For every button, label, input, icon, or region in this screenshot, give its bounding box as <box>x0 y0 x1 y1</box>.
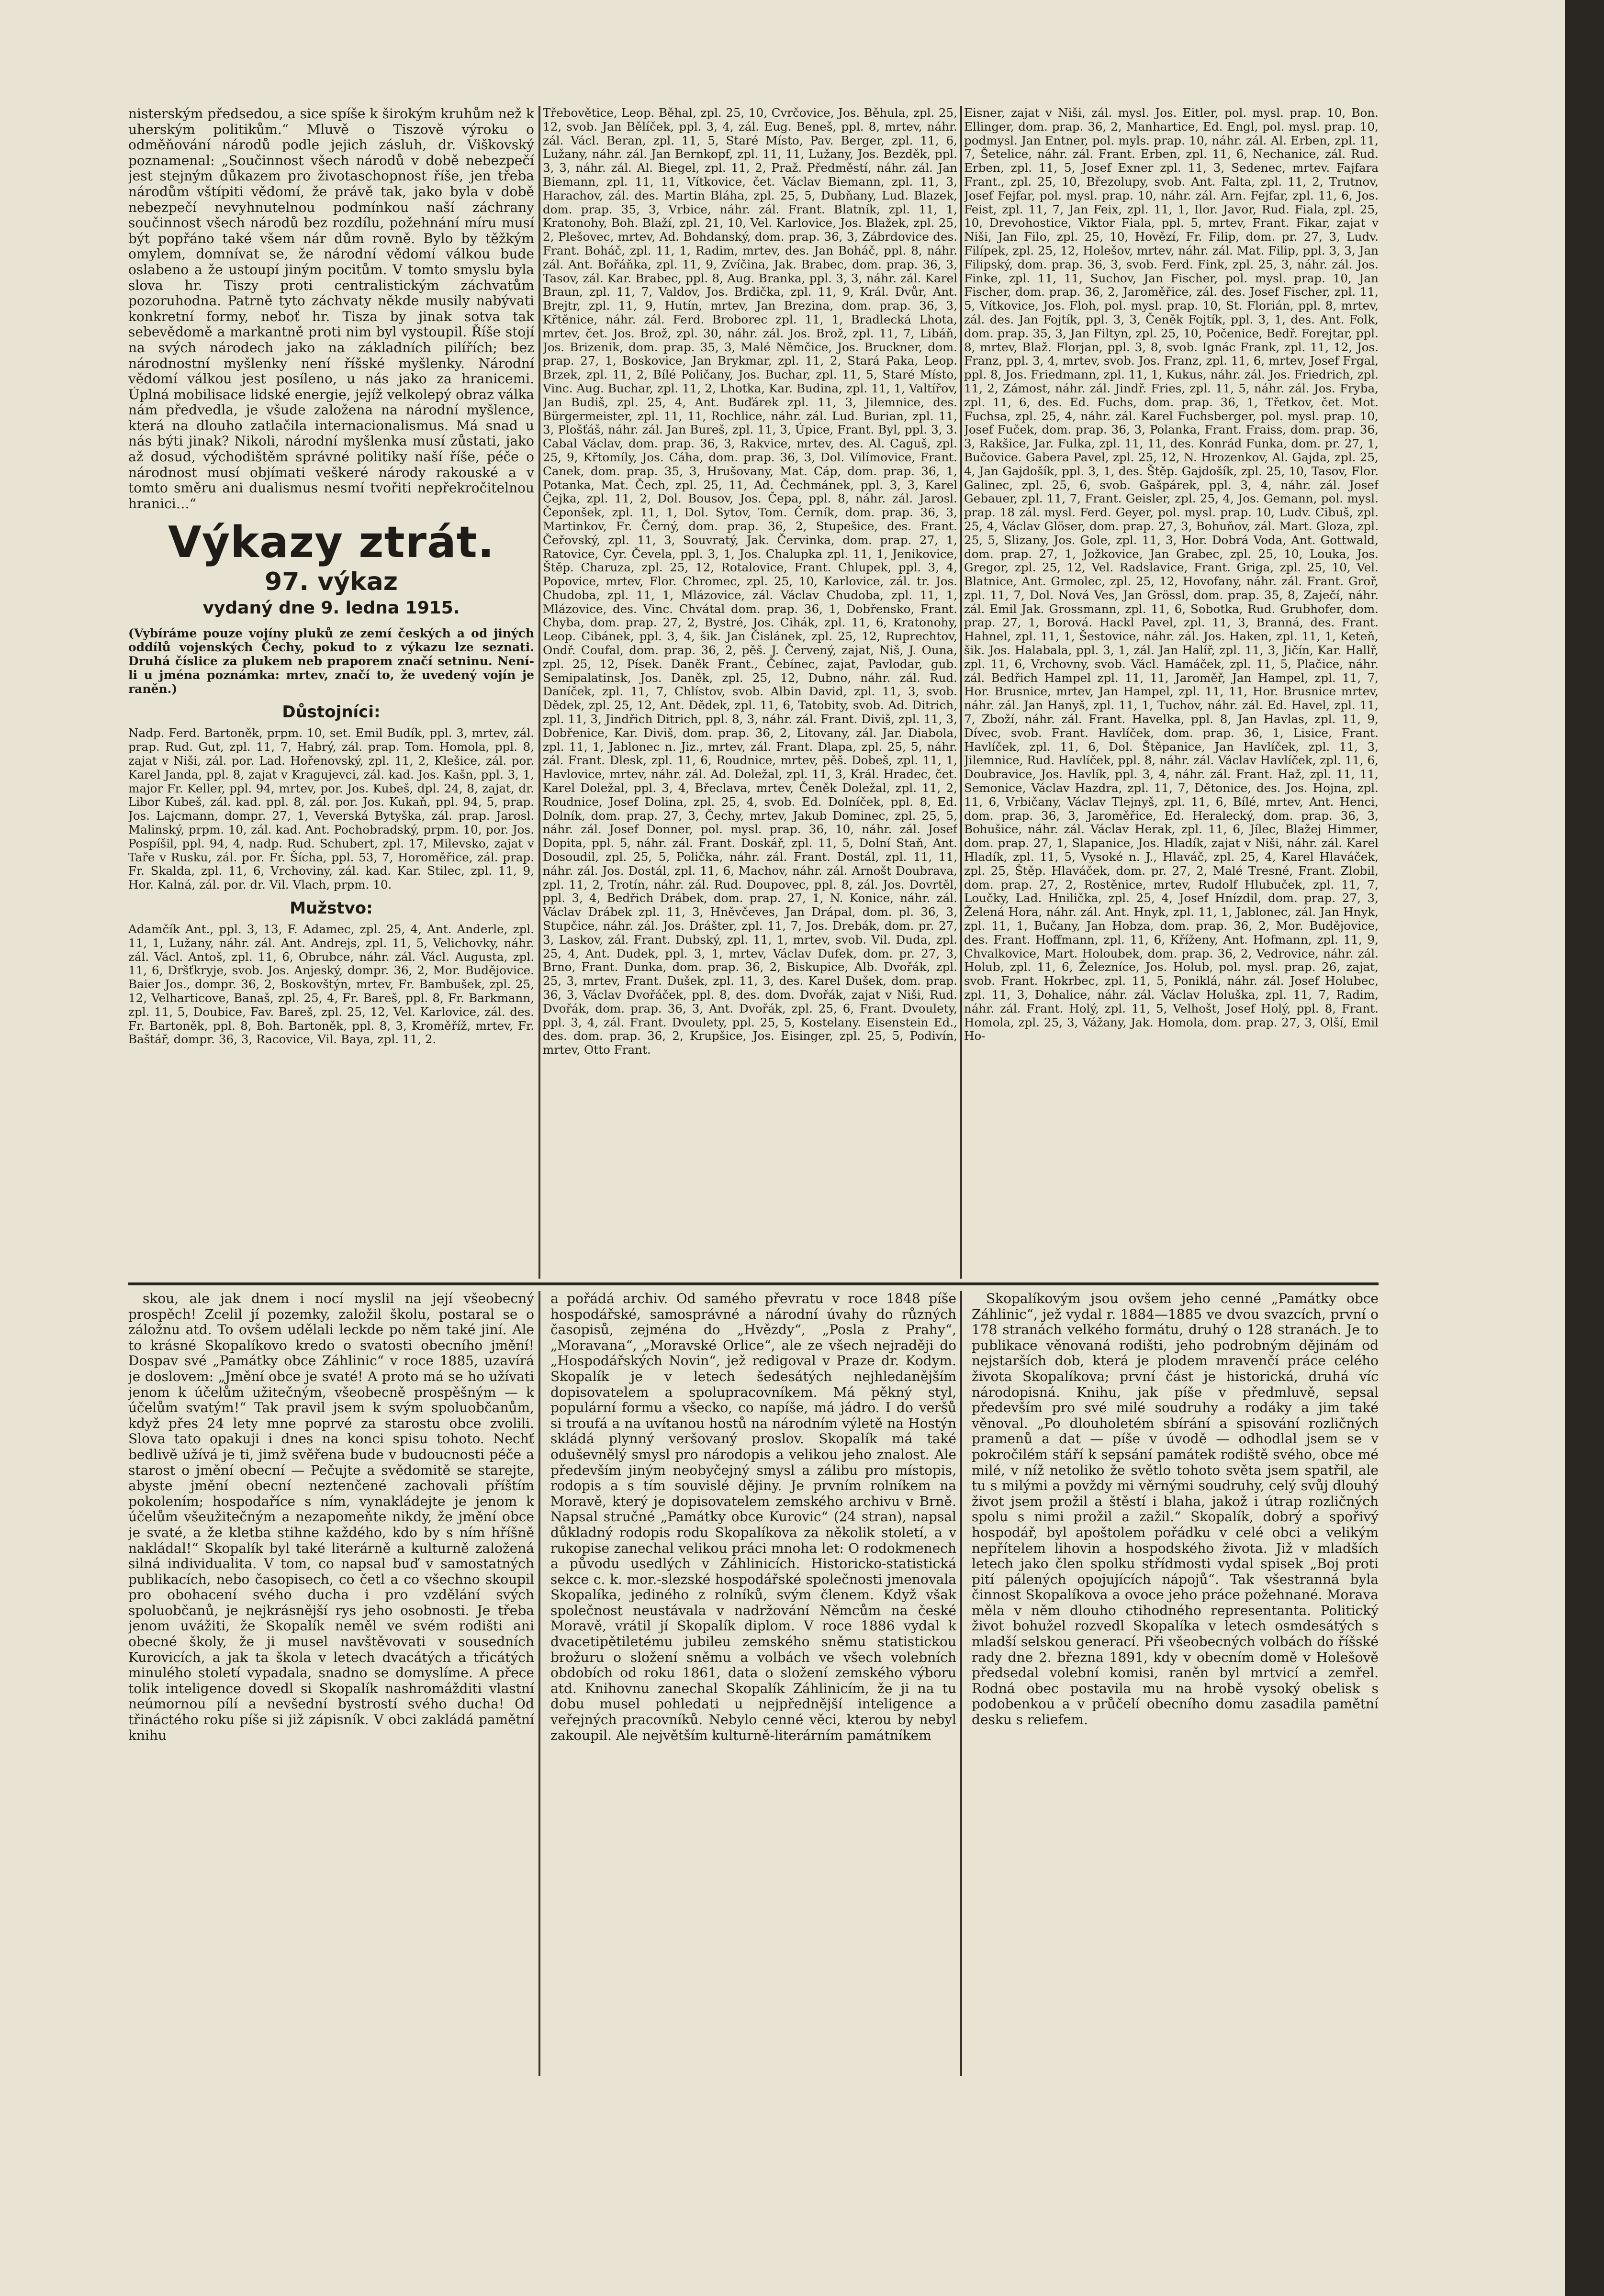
section-divider <box>128 1282 1379 1285</box>
article-text-1: skou, ale jak dnem i nocí myslil na její všeobecný prospěch! Zcelil jí pozemky, založil školu, postaral se o záložnu atd. To ovšem udělali leckde po něm také jiní. Ale to krásné Skopalíkovo kredo o svatosti obecního jmění! Dospav své „Památky obce Záhlinic“ v roce 1885, uzavírá je doslovem: „Jmění obce je svaté! A proto má se ho užívati jenom k účelům užitečným, všeobecně prospěšným — k účelům svatým!“ Tak pravil jsem k svým spoluobčanům, když přes 24 lety mne poprvé za starostu obce zvolili. Slova tato opakuji i dnes na konci spisu tohoto. Nechť bedlivě užívá je ti, jimž svěřena bude v budoucnosti péče a starost o jmění obecní — Pečujte a svědomitě se starejte, abyste jmění obecní neztenčené zachovali příštím pokolením; hospodaříce s ním, vynakládejte je jenom k účelům všeužitečným a nezapomeňte nikdy, že jmění obce je svaté, a že kletba stihne každého, kdo by s ním hříšně nakládal!“ Skopalík byl také literárně a kulturně založená silná individualita. V tom, co napsal buď v samostatných publikacích, nebo časopisech, co četl a co všechno skoupil pro obohacení svého ducha i pro vzdělání svých spoluobčanů, je nejkrásnější rys jeho osobnosti. Je třeba jenom uvážiti, že Skopalík neměl ve svém rodišti ani obecné školy, že ji musel navštěvovati v sousedních Kurovicích, a jak ta škola v letech dvacátých a třicátých minulého století vypadala, snadno se domyslíme. A přece tolik inteligence dovedl si Skopalík nashromážditi vlastní neúmornou pílí a nevšední bystrostí svého ducha! Od třináctého roku píše si již zápisník. V obci zakládá pamětní knihu <box>128 1291 534 1743</box>
men-heading: Mužstvo: <box>290 899 373 918</box>
casualty-list-middle: Třebovětice, Leop. Běhal, zpl. 25, 10, Cvrčovice, Jos. Běhula, zpl. 25, 12, svob. Jan Bělíček, ppl. 3, 4, zál. Eug. Beneš, ppl. 8, mrtev, náhr. zál. Václ. Beran, zpl. 11, 5, Staré Místo, Pav. Berger, zpl. 11, 6, Lužany, náhr. zál. Jan Bernkopf, zpl. 11, 11, Lužany, Jos. Bezděk, ppl. 3, 3, náhr. zál. Al. Biegel, zpl. 11, 2, Praž. Předměstí, náhr. zál. Jan Biemann, zpl. 11, 11, Vítkovice, čet. Václav Biemann, zpl. 11, 3, Harachov, zál. des. Martin Bláha, zpl. 25, 5, Dubňany, Lud. Blazek, dom. prap. 35, 3, Vrbice, náhr. zál. Frant. Blatník, zpl. 11, 1, Kratonohy, Boh. Blaží, zpl. 21, 10, Vel. Karlovice, Jos. Blažek, zpl. 25, 2, Plešovec, mrtev, Ad. Bohdanský, dom. prap. 36, 3, Zábrdovice des. Frant. Boháč, zpl. 11, 1, Radim, mrtev, des. Jan Boháč, ppl. 8, náhr. zál. Ant. Bořáňka, zpl. 11, 9, Zvíčina, Jak. Brabec, dom. prap. 36, 3, Tasov, zál. Kar. Brabec, ppl. 8, Aug. Branka, ppl. 3, 3, náhr. zál. Karel Braun, zpl. 11, 7, Valdov, Jos. Brdička, zpl. 11, 9, Král. Dvůr, Ant. Brejtr, zpl. 11, 9, Hutín, mrtev, Jan Brezina, dom. prap. 36, 3, Křtěnice, náhr. zál. Ferd. Broborec zpl. 11, 1, Bradlecká Lhota, mrtev, čet. Jos. Brož, zpl. 30, náhr. zál. Jos. Brož, zpl. 11, 7, Libáň, Jos. Brizenik, dom. prap. 35, 3, Malé Němčice, Jos. Bruckner, dom. prap. 27, 1, Boskovice, Jan Brykmar, zpl. 11, 2, Stará Paka, Leop. Brzek, zpl. 11, 2, Bílé Poličany, Jos. Buchar, zpl. 11, 5, Staré Místo, Vinc. Aug. Buchar, zpl. 11, 2, Lhotka, Kar. Budina, zpl. 11, 1, Valtířov, Jan Budiš, zpl. 25, 4, Ant. Buďárek zpl. 11, 3, Jilemnice, des. Bürgermeister, zpl. 11, 11, Rochlice, náhr. zál. Lud. Burian, zpl. 11, 3, Plošťáš, náhr. zál. Jan Bureš, zpl. 11, 3, Úpice, Frant. Byl, ppl. 3, 3. Cabal Václav, dom. prap. 36, 3, Rakvice, mrtev, des. Al. Caguš, zpl. 25, 9, Křtomíly, Jos. Cáha, dom. prap. 36, 3, Dol. Vilímovice, Frant. Canek, dom. prap. 35, 3, Hrušovany, Mat. Cáp, dom. prap. 36, 1, Potanka, Mat. Čech, zpl. 25, 11, Ad. Čechmánek, ppl. 3, 3, Karel Čejka, zpl. 11, 2, Dol. Bousov, Jos. Čepa, ppl. 8, náhr. zál. Jarosl. Čeponšek, zpl. 11, 1, Dol. Sytov, Tom. Černík, dom. prap. 36, 3, Martinkov, Fr. Černý, dom. prap. 36, 2, Stupešice, des. Frant. Čeřovský, zpl. 11, 3, Souvratý, Jak. Červinka, dom. prap. 27, 1, Ratovice, Cyr. Čevela, ppl. 3, 1, Jos. Chalupka zpl. 11, 1, Jenikovice, Štěp. Charuza, zpl. 25, 12, Rotalovice, Frant. Chlupek, ppl. 3, 4, Popovice, mrtev, Flor. Chromec, zpl. 25, 10, Karlovice, zál. tr. Jos. Chudoba, zpl. 11, 1, Mlázovice, zál. Václav Chudoba, zpl. 11, 1, Mlázovice, des. Vinc. Chvátal dom. prap. 36, 1, Dobřensko, Frant. Chyba, dom. prap. 27, 2, Bystré, Jos. Cihák, zpl. 11, 6, Kratonohy, Leop. Cibánek, ppl. 3, 4, šik. Jan Čislánek, zpl. 25, 12, Ruprechtov, Ondř. Coufal, dom. prap. 36, 2, pěš. J. Červený, zajat, Niš, J. Ouna, zpl. 25, 12, Písek. Daněk Frant., Čebínec, zajat, Pavlodar, gub. Semipalatinsk, Jos. Daněk, zpl. 25, 12, Dubno, náhr. zál. Rud. Daníček, zpl. 11, 7, Chlístov, svob. Albin David, zpl. 11, 3, svob. Dědek, zpl. 25, 12, Ant. Dědek, zpl. 11, 6, Tatobity, svob. Ad. Ditrich, zpl. 11, 3, Jindřich Ditrich, ppl. 8, 3, náhr. zál. Frant. Diviš, zpl. 11, 3, Dobřenice, Kar. Diviš, dom. prap. 36, 2, Litovany, zál. Jar. Diabola, zpl. 11, 1, Jablonec n. Jiz., mrtev, zál. Frant. Dlapa, zpl. 25, 5, náhr. zál. Frant. Dlesk, zpl. 11, 6, Roudnice, mrtev, pěš. Dobeš, zpl. 11, 1, Havlovice, mrtev, náhr. zál. Ad. Doležal, zpl. 11, 3, Král. Hradec, čet. Karel Doležal, ppl. 3, 4, Břeclava, mrtev, Čeněk Doležal, zpl. 11, 2, Roudnice, Josef Dolina, zpl. 25, 4, svob. Ed. Dolníček, ppl. 8, Ed. Dolník, dom. prap. 27, 3, Čechy, mrtev, Jakub Dominec, zpl. 25, 5, náhr. zál. Josef Donner, pol. mysl. prap. 36, 10, náhr. zál. Josef Dopita, ppl. 5, náhr. zál. Frant. Doskář, zpl. 11, 5, Dolní Staň, Ant. Dosoudil, zpl. 25, 5, Polička, náhr. zál. Frant. Dostál, zpl. 11, 11, náhr. zál. Jos. Dostál, zpl. 11, 6, Machov, náhr. zál. Arnošt Doubrava, zpl. 11, 2, Trotín, náhr. zál. Rud. Doupovec, ppl. 8, zál. Jos. Dovrtěl, ppl. 3, 4, Bedřich Drábek, dom. prap. 27, 1, N. Konice, náhr. zál. Václav Drábek zpl. 11, 3, Hněvčeves, Jan Drápal, dom. pl. 36, 3, Stupčice, náhr. zál. Jos. Drášter, zpl. 11, 7, Jos. Drebák, dom. pr. 27, 3, Laskov, zál. Frant. Dubský, zpl. 11, 1, mrtev, svob. Vil. Duda, zpl. 25, 4, Ant. Dudek, ppl. 3, 1, mrtev, Václav Dufek, dom. pr. 27, 3, Brno, Frant. Dunka, dom. prap. 36, 2, Biskupice, Alb. Dvořák, zpl. 25, 3, mrtev, Frant. Dušek, zpl. 11, 3, des. Karel Dušek, dom. prap. 36, 3, Václav Dvořáček, ppl. 8, des. dom. Dvořák, zajat v Niši, Rud. Dvořák, dom. prap. 36, 3, Ant. Dvořák, zpl. 25, 6, Frant. Dvoulety, ppl. 3, 4, zál. Frant. Dvoulety, ppl. 25, 5, Kostelany. Eisenstein Ed., des. dom. prap. 36, 2, Krupšice, Jos. Eisinger, zpl. 25, 5, Podivín, mrtev, Otto Frant. <box>543 106 957 1057</box>
casualty-list-date: vydaný dne 9. ledna 1915. <box>202 598 460 618</box>
article-text-2: a pořádá archiv. Od samého převratu v roce 1848 píše hospodářské, samosprávné a národní úvahy do různých časopisů, zejména do „Hvězdy“, „Posla z Prahy“, „Moravana“, „Moravské Orlice“, ale ze všech nejraději do „Hospodářských Novin“, jež redigoval v Praze dr. Kodym. Skopalík je v letech šedesátých nejhledanějším dopisovatelem a spolupracovníkem. Má pěkný styl, populární formu a všecko, co napíše, má jádro. I do veršů si troufá a na uvítanou hostů na národním výletě na Hostýn skládá plynný veršovaný proslov. Skopalík má také oduševnělý smysl pro národopis a velikou jeho znalost. Ale především jiným neobyčejný smysl a zálibu pro místopis, rodopis a s tím souvislé dějiny. Je prvním rolníkem na Moravě, který je dopisovatelem zemského archivu v Brně. Napsal stručné „Památky obce Kurovic“ (24 stran), napsal důkladný rodopis rodu Skopalíkova za několik století, a v rukopise zanechal velikou práci mnoha let: O rodokmenech a původu usedlých v Záhlinicích. Historicko-statistická sekce c. k. mor.-slezské hospodářské společnosti jmenovala Skopalíka, jediného z rolníků, svým členem. Když však společnost neustávala v nadržování Němcům na české Moravě, vrátil jí Skopalík diplom. V roce 1886 vydal k dvacetipětiletému jubileu zemského sněmu statistickou brožuru o složení sněmu a volbách ve všech volebních obdobích od roku 1861, data o složení zemského výboru atd. Knihovnu zanechal Skopalík Záhlinicím, že ji na tu dobu musel pohledati u nejpřednější inteligence a veřejných pracovníků. Nebylo cenné věci, kterou by nebyl zakoupil. Ale největším kulturně-literárním památníkem <box>550 1291 956 1743</box>
column-divider-2 <box>960 106 962 1279</box>
article-continuation: nisterským předsedou, a sice spíše k širokým kruhům než k uherským politikům.“ Mluvě o Tiszově výroku o odměňování národů podle jejich zásluh, dr. Viškovský poznamenal: „Součinnost všech národů v době nebezpečí jest stejným důkazem pro životaschopnost říše, jen třeba národům vštípiti vědomí, že právě tak, jako byla v době nebezpečí nevyhnutelnou podmínkou naší záchrany součinnost všech národů bez rozdílu, požehnání míru musí být popřáno také všem nár dům rovně. Bylo by těžkým omylem, domnívat se, že národní vědomí válkou bude oslabeno a že ustoupí jiným pocitům. V tomto smyslu byla slova hr. Tiszy proti centralistickým záchvatům pozoruhodna. Patrně tyto záchvaty někde musily nabývati konkretní formy, neboť hr. Tisza by jinak sotva tak sebevědomě a markantně proti nim byl vystoupil. Říše stojí na svých národech jako na základních pilířích; bez národnostní myšlenky není říšské myšlenky. Národní vědomí válkou jest posíleno, u nás jako za hranicemi. Úplná mobilisace lidské energie, jejíž velkolepý obraz válka nám předvedla, je všude založena na národní myšlence, která na dlouho zatlačila internacionalismus. Má snad u nás býti jinak? Nikoli, národní myšlenka musí zůstati, jako až dosud, východištěm správné politiky naší říše, péče o národnost musí objímati veškeré národy rakouské a v tomto směru ani dualismus nesmí tvořiti nepřekročitelnou hranici…“ <box>128 106 534 512</box>
column-divider-1 <box>538 106 540 1279</box>
officers-list: Nadp. Ferd. Bartoněk, prpm. 10, set. Emil Budík, ppl. 3, mrtev, zál. prap. Rud. Gut, zpl. 11, 7, Habrý, zál. prap. Tom. Homola, ppl. 8, zajat v Niši, zál. por. Lad. Hořenovský, zpl. 11, 2, Klešice, zál. por. Karel Janda, ppl. 8, zajat v Kragujevci, zál. kad. Jos. Kašn, ppl. 3, 1, major Fr. Keller, ppl. 94, mrtev, por. Jos. Kubeš, dpl. 24, 8, zajat, dr. Libor Kubeš, zál. kad. ppl. 8, zál. por. Jos. Kukaň, ppl. 94, 5, prap. Jos. Lajcmann, dompr. 27, 1, Veverská Bytyška, zál. prap. Jarosl. Malinský, prpm. 10, zál. kad. Ant. Pochobradský, prpm. 10, por. Jos. Pospíšil, ppl. 94, 4, nadp. Rud. Schubert, zpl. 17, Milevsko, zajat v Taře v Rusku, zál. por. Fr. Šícha, ppl. 53, 7, Horoměřice, zál. prap. Fr. Skalda, zpl. 11, 6, Vrchoviny, zál. kad. Kar. Stilec, zpl. 11, 9, Hor. Kalná, zál. por. dr. Vil. Vlach, prpm. 10. <box>128 726 534 892</box>
article-divider-2 <box>960 1291 962 2076</box>
officers-heading: Důstojníci: <box>282 702 381 722</box>
article-text-3: Skopalíkovým jsou ovšem jeho cenné „Památky obce Záhlinic“, jež vydal r. 1884—1885 ve dvou svazcích, první o 178 stranách velkého formátu, druhý o 128 stranách. Je to publikace věnovaná rodišti, jeho podrobným dějinám od nejstarších dob, která je plodem mravenčí práce celého života Skopalíkova; první část je historická, druhá víc národopisná. Knihu, jak píše v předmluvě, sepsal především pro své milé soudruhy a rodáky a jim také věnoval. „Po dlouholetém sbírání a spisování rozličných pramenů a dat — píše v úvodě — odhodlal jsem se v pokročilém stáří k sepsání památek rodiště svého, obce mé milé, v níž netoliko že světlo tohoto světa jsem spatřil, ale tu s milými a povždy mi věrnými soudruhy, celý svůj dlouhý život jsem prožil a štěstí i blaha, jakož i útrap rozličných spolu s nimi prožil a zažil.“ Skopalík, dobrý a spořivý hospodář, byl apoštolem pořádku v celé obci a velikým nepřítelem lihovin a hospodského života. Již v mladších letech jako člen spolku střídmosti vydal spisek „Boj proti pití pálených opojujících nápojů“. Tak všestranná byla činnost Skopalíkova a ovoce jeho práce požehnané. Morava měla v něm dlouho ctihodného representanta. Politický život bohužel rozvedl Skopalíka v letech osmdesátých s mladší selskou generací. Při všeobecných volbách do říšské rady dne 2. března 1891, kdy v obecním domě v Holešově předsedal volební komisi, raněn byl mrtvicí a zemřel. Rodná obec postavila mu na hrobě vysoký obelisk s podobenkou a v průčelí obecního domu zasadila pamětní desku s reliefem. <box>972 1291 1379 1728</box>
article-column-2 <box>550 1291 956 2076</box>
column-left <box>128 106 534 1279</box>
column-right <box>964 106 1379 1279</box>
column-middle <box>543 106 957 1279</box>
article-column-3 <box>972 1291 1379 2076</box>
casualty-list-note: (Vybíráme pouze vojíny pluků ze zemí českých a od jiných oddílů vojenských Čechy, pokud to z výkazu lze seznati. Druhá číslice za plukem neb praporem značí setninu. Není-li u jména poznámka: mrtev, značí to, že uvedený vojín je raněn.) <box>128 626 534 696</box>
binding-edge <box>1565 0 1604 2296</box>
casualty-list-right: Eisner, zajat v Niši, zál. mysl. Jos. Eitler, pol. mysl. prap. 10, Bon. Ellinger, dom. prap. 36, 2, Manhartice, Ed. Engl, pol. mysl. prap. 10, podmysl. Jan Entner, pol. myls. prap. 10, náhr. zál. Al. Erben, zpl. 11, 7, Šetelice, náhr. zál. Frant. Erben, zpl. 11, 6, Nechanice, zál. Rud. Erben, zpl. 11, 5, Josef Exner zpl. 11, 3, Sedenec, mrtev. Fajfara Frant., zpl. 25, 10, Březolupy, svob. Ant. Falta, zpl. 11, 2, Trutnov, Josef Fejfar, pol. mysl. prap. 10, náhr. zál. Arn. Fejfar, zpl. 11, 6, Jos. Feist, zpl. 11, 7, Jan Feix, zpl. 11, 1, Ilor. Javor, Rud. Fiala, zpl. 25, 10, Drevohostice, Viktor Fiala, ppl. 5, mrtev, Frant. Fikar, zajat v Niši, Jan Filo, zpl. 25, 10, Hovězí, Fr. Filip, dom. pr. 27, 3, Ludv. Filípek, zpl. 25, 12, Holešov, mrtev, náhr. zál. Mat. Filip, ppl. 3, 3, Jan Filipský, dom. prap. 36, 3, svob. Ferd. Fink, zpl. 25, 3, náhr. zál. Jos. Finke, zpl. 11, 11, Suchov, Jan Fischer, pol. mysl. prap. 10, Jan Fischer, dom. prap. 36, 2, Jaroměřice, zál. des. Josef Fischer, zpl. 11, 5, Vítkovice, Jos. Floh, pol. mysl. prap. 10, St. Florián, ppl. 8, mrtev, zál. des. Jan Fojtík, ppl. 3, 3, Čeněk Fojtík, ppl. 3, 1, des. Ant. Folk, dom. prap. 35, 3, Jan Filtyn, zpl. 25, 10, Počenice, Bedř. Forejtar, ppl. 8, mrtev, Blaž. Florjan, ppl. 3, 8, svob. Ignác Frank, zpl. 11, 12, Jos. Franz, ppl. 3, 4, mrtev, svob. Jos. Franz, zpl. 11, 6, mrtev, Josef Frgal, ppl. 8, Jos. Friedmann, zpl. 11, 1, Kukus, náhr. zál. Jos. Friedrich, zpl. 11, 2, Zámost, náhr. zál. Jindř. Fries, zpl. 11, 5, náhr. zál. Jos. Fryba, zpl. 11, 6, des. Ed. Fuchs, dom. prap. 36, 1, Třetkov, čet. Mot. Fuchsa, zpl. 25, 4, náhr. zál. Karel Fuchsberger, pol. mysl. prap. 10, Josef Fuček, dom. prap. 36, 3, Polanka, Frant. Fraiss, dom. prap. 36, 3, Rakšice, Jar. Fulka, zpl. 11, 11, des. Konrád Funka, dom. pr. 27, 1, Bučovice. Gabera Pavel, zpl. 25, 12, N. Hrozenkov, Al. Gajda, zpl. 25, 4, Jan Gajdošík, ppl. 3, 1, des. Štěp. Gajdošík, zpl. 25, 10, Tasov, Flor. Galinec, zpl. 25, 6, svob. Gašpárek, ppl. 3, 4, náhr. zál. Josef Gebauer, zpl. 11, 7, Frant. Geisler, zpl. 25, 4, Jos. Gemann, pol. mysl. prap. 18 zál. mysl. Ferd. Geyer, pol. mysl. prap. 10, Ludv. Cibuš, zpl. 25, 4, Václav Glöser, dom. prap. 27, 3, Bohuňov, zál. Mart. Gloza, zpl. 25, 5, Slizany, Jos. Gole, zpl. 11, 3, Hor. Dobrá Voda, Ant. Gottwald, dom. prap. 27, 1, Jožkovice, Jan Grabec, zpl. 25, 10, Louka, Jos. Gregor, zpl. 25, 12, Vel. Radslavice, Frant. Griga, zpl. 25, 10, Vel. Blatnice, Ant. Grmolec, zpl. 25, 12, Hovofany, náhr. zál. Frant. Groř, zpl. 11, 7, Dol. Nová Ves, Jan Grössl, dom. prap. 35, 8, Zaječí, náhr. zál. Emil Jak. Grossmann, zpl. 11, 6, Sobotka, Rud. Grubhofer, dom. prap. 27, 1, Borová. Hackl Pavel, zpl. 11, 3, Branná, des. Frant. Hahnel, zpl. 11, 1, Šestovice, náhr. zál. Jos. Haken, zpl. 11, 1, Keteň, šik. Jos. Halabala, ppl. 3, 1, zál. Jan Halíř, zpl. 11, 3, Jičín, Kar. Hallř, zpl. 11, 6, Vrchovny, svob. Václ. Hamáček, zpl. 11, 5, Plačice, náhr. zál. Bedřich Hampel zpl. 11, 11, Jaroměř, Jan Hampel, zpl. 11, 7, Hor. Brusnice, mrtev, Jan Hampel, zpl. 11, 11, Hor. Brusnice mrtev, náhr. zál. Jan Hanyš, zpl. 11, 1, Tuchov, náhr. zál. Ed. Havel, zpl. 11, 7, Zboží, náhr. zál. Frant. Havelka, ppl. 8, Jan Havlas, zpl. 11, 9, Dívec, svob. Frant. Havlíček, dom. prap. 36, 1, Lisice, Frant. Havlíček, zpl. 11, 6, Dol. Štěpanice, Jan Havlíček, zpl. 11, 3, Jilemnice, Rud. Havlíček, ppl. 8, náhr. zál. Václav Havlíček, zpl. 11, 6, Doubravice, Jos. Havlík, ppl. 3, 4, náhr. zál. Frant. Haž, zpl. 11, 11, Semonice, Václav Hazdra, zpl. 11, 7, Dětonice, des. Jos. Hojna, zpl. 11, 6, Vrbičany, Václav Tlejnyš, zpl. 11, 6, Bílé, mrtev, Ant. Henci, dom. prap. 36, 3, Jaroměřice, Ed. Heralecký, dom. prap. 36, 3, Bohušice, náhr. zál. Václav Herak, zpl. 11, 6, Jílec, Blažej Himmer, dom. prap. 27, 1, Slapanice, Jos. Hladík, zajat v Niši, náhr. zál. Karel Hladík, zpl. 11, 5, Vysoké n. J., Hlaváč, zpl. 25, 4, Karel Hlaváček, zpl. 25, Štěp. Hlaváček, dom. pr. 27, 2, Malé Tresné, Frant. Zlobil, dom. prap. 27, 2, Rostěnice, mrtev, Rudolf Hlubuček, zpl. 11, 7, Loučky, Lad. Hnilička, zpl. 25, 4, Josef Hnízdil, dom. prap. 27, 3, Želená Hora, náhr. zál. Ant. Hnyk, zpl. 11, 1, Jablonec, zál. Jan Hnyk, zpl. 11, 1, Bučany, Jan Hobza, dom. prap. 36, 2, Mor. Budějovice, des. Frant. Hoffmann, zpl. 11, 6, Kříženy, Ant. Hofmann, zpl. 11, 9, Chvalkovice, Mart. Holoubek, dom. prap. 36, 2, Vedrovice, náhr. zál. Holub, zpl. 11, 6, Železníce, Jos. Holub, pol. mysl. prap. 26, zajat, svob. Frant. Hokrbec, zpl. 11, 5, Poniklá, náhr. zál. Josef Holubec, zpl. 11, 3, Dohalice, náhr. zál. Václav Holuška, zpl. 11, 7, Radim, náhr. zál. Frant. Holý, zpl. 11, 5, Velhošt, Josef Holý, ppl. 8, Frant. Homola, zpl. 25, 3, Vážany, Jak. Homola, dom. prap. 27, 3, Olší, Emil Ho- <box>964 106 1379 1043</box>
casualty-list-number: 97. výkaz <box>265 568 398 597</box>
article-divider-1 <box>538 1291 540 2076</box>
men-list: Adamčík Ant., ppl. 3, 13, F. Adamec, zpl. 25, 4, Ant. Anderle, zpl. 11, 1, Lužany, náhr. zál. Ant. Andrejs, zpl. 11, 5, Velichovky, náhr. zál. Václ. Antoš, zpl. 11, 6, Obrubce, náhr. zál. Václ. Augusta, zpl. 11, 6, Dršťkryje, svob. Jos. Anjeský, dompr. 36, 2, Mor. Budějovice. Baier Jos., dompr. 36, 2, Boskovštýn, mrtev, Fr. Bambušek, zpl. 25, 12, Velharticove, Banaš, zpl. 25, 4, Fr. Bareš, ppl. 8, Fr. Barkmann, zpl. 11, 5, Doubice, Fav. Bareš, zpl. 25, 12, Vel. Karlovice, zál. des. Fr. Bartoněk, ppl. 8, Boh. Bartoněk, ppl. 8, 3, Kroměříž, mrtev, Fr. Baštář, dompr. 36, 3, Racovice, Vil. Baya, zpl. 11, 2. <box>128 922 534 1047</box>
casualty-lists-title: Výkazy ztrát. <box>168 517 495 568</box>
article-column-1 <box>128 1291 534 2076</box>
